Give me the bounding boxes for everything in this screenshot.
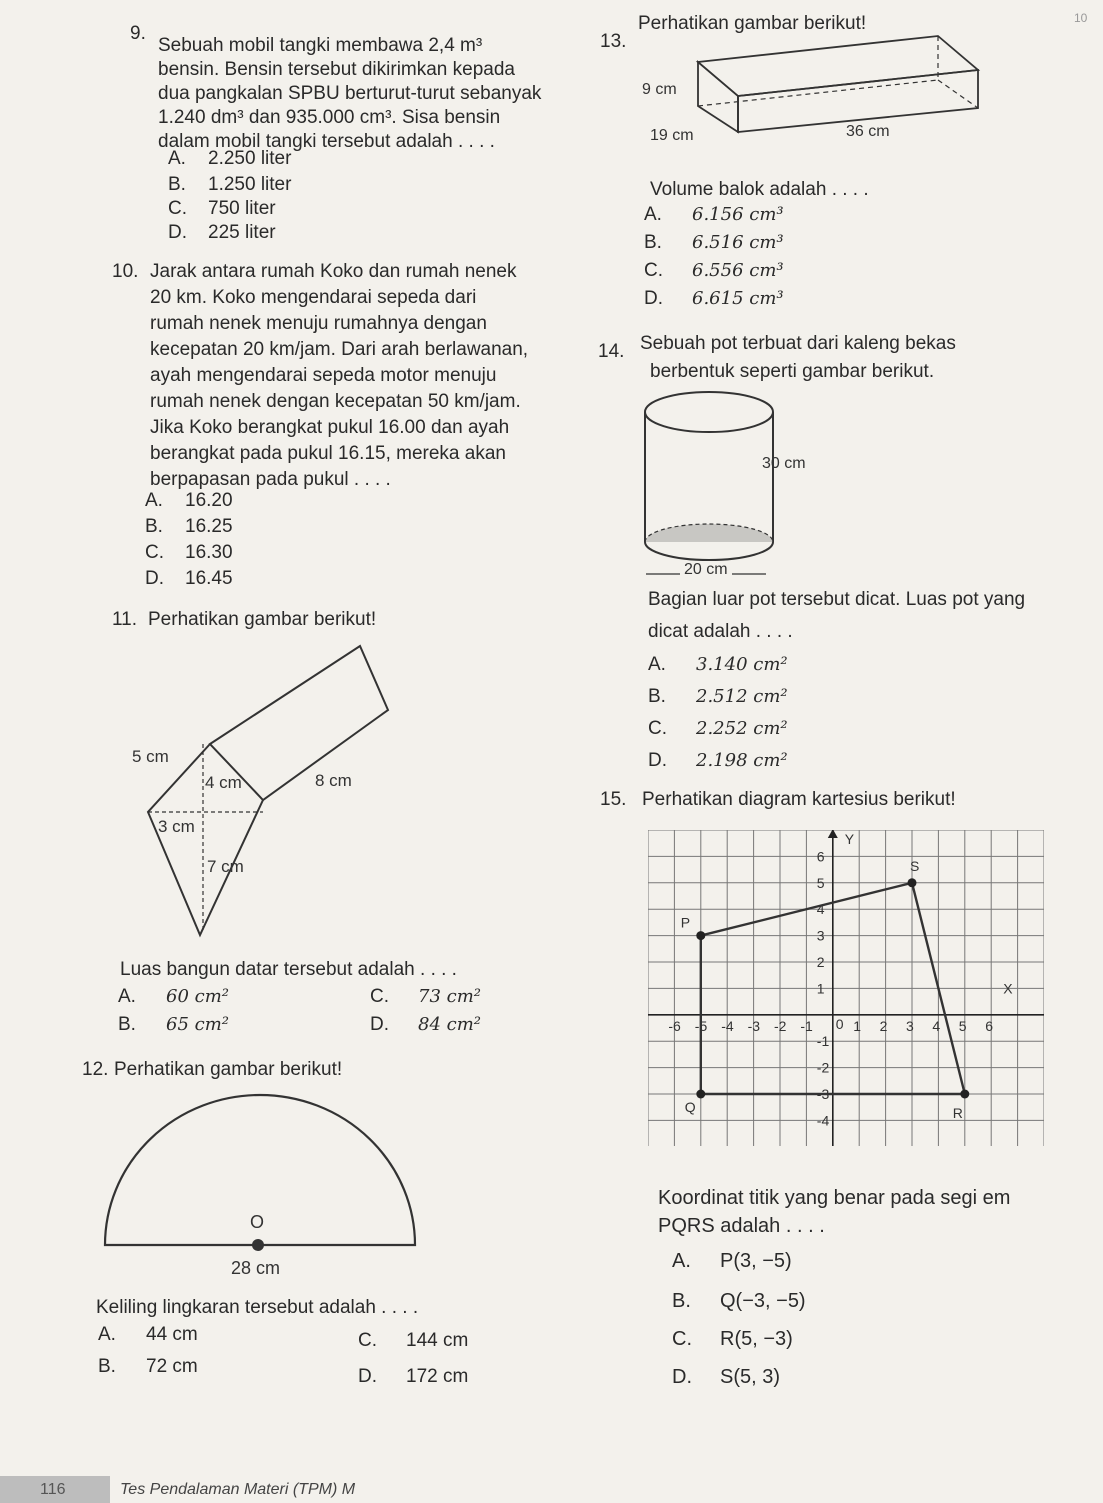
y-tick-label: 1 bbox=[816, 980, 825, 997]
y-tick-label: 2 bbox=[816, 954, 825, 970]
q11-option-c[interactable]: C. 73 cm² bbox=[370, 986, 481, 1007]
q10-line-5: ayah mengendarai sepeda motor menuju bbox=[150, 365, 497, 386]
y-axis-label: Y bbox=[844, 831, 855, 847]
q9-option-d[interactable]: D. 225 liter bbox=[168, 222, 276, 243]
q10-line-7: Jika Koko berangkat pukul 16.00 dan ayah bbox=[150, 417, 510, 438]
q12-prompt: Perhatikan gambar berikut! bbox=[114, 1059, 343, 1080]
q14-cylinder-bottom-back bbox=[645, 524, 773, 542]
point-label-q: Q bbox=[684, 1099, 696, 1115]
q14-option-c[interactable]: C. 2.252 cm² bbox=[648, 718, 788, 739]
point-q bbox=[696, 1090, 705, 1099]
y-tick-label: 6 bbox=[816, 848, 825, 865]
q14-question-line-2: dicat adalah . . . . bbox=[648, 621, 793, 642]
x-tick-label: 3 bbox=[906, 1017, 914, 1034]
q14-cylinder-bottom-front bbox=[645, 542, 773, 560]
x-tick-label: -1 bbox=[800, 1017, 813, 1034]
x-axis-label: X bbox=[1003, 980, 1013, 997]
q10-line-8: berangkat pada pukul 16.15, mereka akan bbox=[150, 443, 506, 464]
q10-option-b[interactable]: B. 16.25 bbox=[145, 516, 233, 537]
x-tick-label: 4 bbox=[932, 1017, 941, 1034]
q11-figure bbox=[100, 640, 420, 950]
q11-option-b[interactable]: B. 65 cm² bbox=[118, 1014, 229, 1035]
q14-label-diameter: 20 cm bbox=[684, 561, 728, 578]
corner-mark: 10 bbox=[1074, 11, 1088, 25]
q10-option-c[interactable]: C. 16.30 bbox=[145, 542, 233, 563]
q11-question: Luas bangun datar tersebut adalah . . . . bbox=[120, 959, 457, 980]
q14-figure bbox=[640, 390, 840, 580]
q15-cartesian-chart bbox=[648, 830, 1044, 1146]
x-tick-label: -2 bbox=[774, 1017, 787, 1034]
q10-line-2: 20 km. Koko mengendarai sepeda dari bbox=[150, 287, 477, 308]
footer-title: Tes Pendalaman Materi (TPM) M bbox=[120, 1481, 356, 1498]
q14-question-line-1: Bagian luar pot tersebut dicat. Luas pot yang bbox=[648, 589, 1026, 610]
q15-option-d[interactable]: D. S(5, 3) bbox=[672, 1366, 781, 1388]
q14-line-1: Sebuah pot terbuat dari kaleng bekas bbox=[640, 333, 956, 354]
point-s bbox=[908, 878, 917, 887]
q11-label-4cm: 4 cm bbox=[205, 773, 242, 792]
q10-line-6: rumah nenek dengan kecepatan 50 km/jam. bbox=[150, 391, 521, 412]
q15-number: 15. bbox=[600, 789, 627, 810]
q11-label-3cm: 3 cm bbox=[158, 817, 195, 836]
y-axis-arrow bbox=[828, 830, 838, 838]
q12-option-b[interactable]: B. 72 cm bbox=[98, 1356, 198, 1377]
y-tick-label: -2 bbox=[816, 1059, 830, 1076]
y-tick-label: 3 bbox=[816, 927, 825, 944]
q12-number: 12. bbox=[82, 1059, 109, 1080]
x-tick-label: 5 bbox=[958, 1017, 967, 1034]
q13-number: 13. bbox=[600, 31, 627, 52]
y-tick-label: 5 bbox=[816, 874, 825, 891]
q11-option-d[interactable]: D. 84 cm² bbox=[370, 1014, 481, 1035]
q15-option-b[interactable]: B. Q(−3, −5) bbox=[672, 1290, 806, 1312]
x-tick-label: -4 bbox=[721, 1017, 734, 1034]
q15-question-line-1: Koordinat titik yang benar pada segi em bbox=[658, 1187, 1011, 1209]
origin-label: 0 bbox=[835, 1015, 844, 1032]
q15-grid bbox=[648, 830, 1044, 1146]
y-tick-label: -1 bbox=[816, 1033, 830, 1050]
q13-side-face bbox=[698, 62, 738, 132]
q9-option-b[interactable]: B. 1.250 liter bbox=[168, 174, 292, 195]
q13-hidden-edge-3 bbox=[938, 80, 978, 108]
q12-figure bbox=[95, 1090, 425, 1280]
q9-line-2: bensin. Bensin tersebut dikirimkan kepada bbox=[158, 59, 515, 80]
q14-option-a[interactable]: A. 3.140 cm² bbox=[648, 654, 788, 675]
x-tick-label: 6 bbox=[985, 1017, 993, 1034]
q10-option-a[interactable]: A. 16.20 bbox=[145, 490, 233, 511]
q11-label-8cm: 8 cm bbox=[315, 771, 352, 790]
q9-line-3: dua pangkalan SPBU berturut-turut sebanyak bbox=[158, 83, 542, 104]
q13-label-9cm: 9 cm bbox=[642, 81, 677, 98]
q13-question: Volume balok adalah . . . . bbox=[650, 179, 869, 200]
q13-option-c[interactable]: C. 6.556 cm³ bbox=[644, 260, 784, 281]
q13-label-36cm: 36 cm bbox=[846, 123, 890, 140]
q10-line-4: kecepatan 20 km/jam. Dari arah berlawanan, bbox=[150, 339, 529, 360]
q9-option-a[interactable]: A. 2.250 liter bbox=[168, 148, 292, 169]
q10-line-3: rumah nenek menuju rumahnya dengan bbox=[150, 313, 487, 334]
q11-label-5cm: 5 cm bbox=[132, 747, 169, 766]
x-tick-label: 2 bbox=[879, 1017, 888, 1034]
q9-number: 9. bbox=[130, 23, 146, 44]
q12-center-dot bbox=[252, 1239, 264, 1251]
point-r bbox=[960, 1090, 969, 1099]
point-label-r: R bbox=[952, 1105, 963, 1121]
q15-question-line-2: PQRS adalah . . . . bbox=[658, 1215, 825, 1237]
q15-points bbox=[681, 858, 970, 1121]
q13-figure bbox=[640, 26, 1000, 156]
point-label-s: S bbox=[910, 857, 920, 874]
q14-number: 14. bbox=[598, 341, 625, 362]
q15-option-c[interactable]: C. R(5, −3) bbox=[672, 1328, 793, 1350]
q10-line-9: berpapasan pada pukul . . . . bbox=[150, 469, 391, 490]
q14-label-height: 30 cm bbox=[762, 455, 806, 472]
y-tick-label: 4 bbox=[816, 901, 825, 918]
q12-option-d[interactable]: D. 172 cm bbox=[358, 1366, 469, 1387]
q15-option-a[interactable]: A. P(3, −5) bbox=[672, 1250, 792, 1272]
q10-line-1: Jarak antara rumah Koko dan rumah nenek bbox=[150, 261, 517, 282]
q12-diameter-label: 28 cm bbox=[231, 1258, 281, 1278]
q14-option-d[interactable]: D. 2.198 cm² bbox=[648, 750, 788, 771]
q10-number: 10. bbox=[112, 261, 139, 282]
y-tick-label: -4 bbox=[816, 1112, 830, 1129]
q9-line-1: Sebuah mobil tangki membawa 2,4 m³ bbox=[158, 35, 483, 56]
q9-line-4: 1.240 dm³ dan 935.000 cm³. Sisa bensin bbox=[158, 107, 501, 128]
q13-prompt: Perhatikan gambar berikut! bbox=[638, 13, 867, 34]
q13-option-b[interactable]: B. 6.516 cm³ bbox=[644, 232, 784, 253]
x-tick-label: -6 bbox=[668, 1017, 681, 1034]
x-tick-label: -3 bbox=[747, 1017, 761, 1034]
q12-option-c[interactable]: C. 144 cm bbox=[358, 1330, 469, 1351]
q12-option-a[interactable]: A. 44 cm bbox=[98, 1324, 198, 1345]
x-tick-label: -5 bbox=[694, 1017, 708, 1034]
q13-option-a[interactable]: A. 6.156 cm³ bbox=[644, 204, 784, 225]
q9-option-c[interactable]: C. 750 liter bbox=[168, 198, 276, 219]
q14-line-2: berbentuk seperti gambar berikut. bbox=[650, 361, 935, 382]
q15-prompt: Perhatikan diagram kartesius berikut! bbox=[642, 789, 956, 810]
q11-label-7cm: 7 cm bbox=[207, 857, 244, 876]
q13-top-face bbox=[698, 36, 978, 96]
q14-cylinder-top bbox=[645, 392, 773, 432]
q11-option-a[interactable]: A. 60 cm² bbox=[118, 986, 229, 1007]
q10-option-d[interactable]: D. 16.45 bbox=[145, 568, 233, 589]
point-label-p: P bbox=[680, 914, 691, 931]
q13-option-d[interactable]: D. 6.615 cm³ bbox=[644, 288, 784, 309]
x-tick-label: 1 bbox=[853, 1017, 861, 1034]
point-p bbox=[696, 931, 705, 940]
q12-center-label: O bbox=[250, 1212, 265, 1232]
q11-prompt: Perhatikan gambar berikut! bbox=[148, 609, 377, 630]
q12-question: Keliling lingkaran tersebut adalah . . . . bbox=[96, 1297, 419, 1318]
footer-page-number: 116 bbox=[40, 1481, 66, 1498]
q14-option-b[interactable]: B. 2.512 cm² bbox=[648, 686, 788, 707]
q11-number: 11. bbox=[112, 609, 138, 630]
q13-label-19cm: 19 cm bbox=[650, 127, 694, 144]
q9-line-5: dalam mobil tangki tersebut adalah . . . . bbox=[158, 131, 495, 152]
y-tick-label: -3 bbox=[816, 1086, 830, 1102]
